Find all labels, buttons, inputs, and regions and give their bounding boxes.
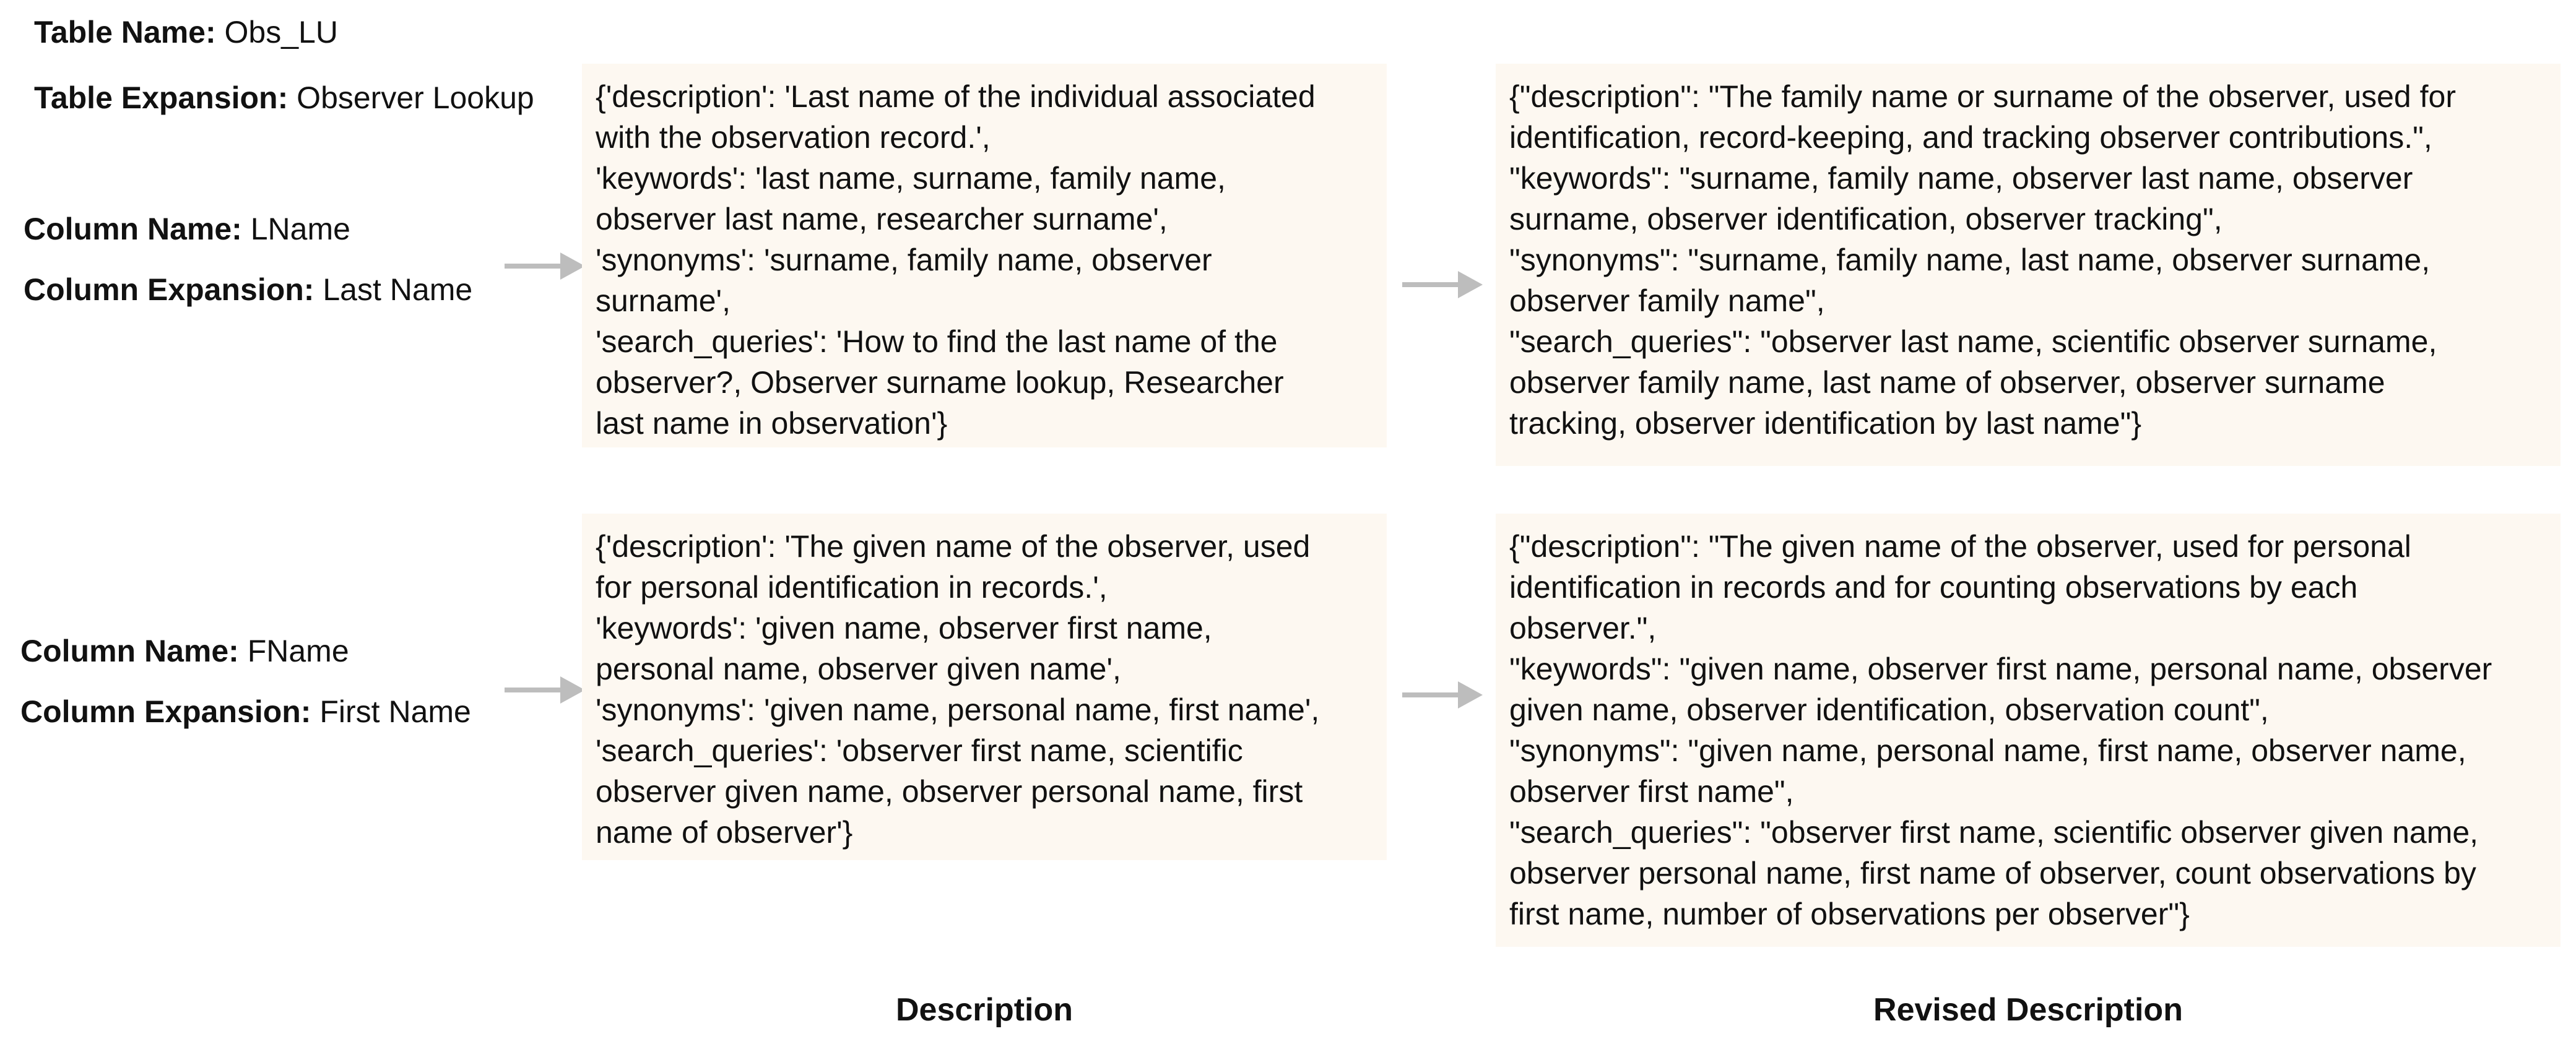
column-expansion-label: Column Expansion:	[24, 272, 314, 307]
text-line: {"description": "The given name of the observer, used for personal	[1509, 529, 2411, 564]
table-name-label: Table Name:	[34, 15, 216, 50]
text-line: 'search_queries': 'observer first name, scientific	[596, 733, 1243, 768]
column-name-lname	[24, 210, 350, 248]
text-line: 'keywords': 'last name, surname, family name,	[596, 161, 1226, 196]
text-line: observer given name, observer personal name, first	[596, 774, 1303, 809]
table-expansion	[34, 79, 534, 116]
text-line: observer last name, researcher surname',	[596, 202, 1168, 236]
column-expansion-value: First Name	[319, 694, 471, 729]
arrow-icon	[1402, 676, 1483, 714]
text-line: {"description": "The family name or surname of the observer, used for	[1509, 79, 2456, 114]
table-expansion-label: Table Expansion:	[34, 80, 288, 115]
arrow-icon	[505, 248, 585, 285]
text-line: observer.",	[1509, 611, 1657, 645]
revised-description-box-lname	[1496, 64, 2561, 466]
text-line: observer personal name, first name of observer, count observations by	[1509, 856, 2476, 890]
arrow-icon	[1402, 266, 1483, 303]
caption-description: Description	[895, 992, 1073, 1028]
text-line: tracking, observer identification by last name"}	[1509, 406, 2142, 441]
text-line: "keywords": "surname, family name, observer last name, observer	[1509, 161, 2413, 196]
text-line: 'keywords': 'given name, observer first name,	[596, 611, 1212, 645]
text-line: given name, observer identification, observation count",	[1509, 692, 2269, 727]
text-line: last name in observation'}	[596, 406, 948, 441]
table-name-value: Obs_LU	[224, 15, 338, 50]
column-expansion-lname	[24, 271, 472, 308]
text-line: with the observation record.',	[596, 120, 991, 155]
text-line: identification in records and for counting observations by each	[1509, 570, 2358, 605]
column-expansion-value: Last Name	[323, 272, 473, 307]
column-expansion-fname	[20, 693, 471, 730]
column-name-label: Column Name:	[20, 634, 239, 668]
column-name-value: LName	[250, 212, 350, 246]
caption-revised-description: Revised Description	[1873, 992, 2183, 1028]
text-line: name of observer'}	[596, 815, 853, 850]
table-name	[34, 14, 338, 51]
description-box-fname	[582, 514, 1387, 860]
text-line: identification, record-keeping, and tracking observer contributions.",	[1509, 120, 2432, 155]
text-line: 'synonyms': 'surname, family name, observer	[596, 243, 1212, 277]
table-expansion-value: Observer Lookup	[297, 80, 534, 115]
text-line: observer family name, last name of observer, observer surname	[1509, 365, 2385, 400]
text-line: observer family name",	[1509, 283, 1825, 318]
column-name-label: Column Name:	[24, 212, 242, 246]
text-line: observer?, Observer surname lookup, Researcher	[596, 365, 1284, 400]
text-line: surname',	[596, 283, 731, 318]
text-line: personal name, observer given name',	[596, 652, 1121, 686]
column-expansion-label: Column Expansion:	[20, 694, 311, 729]
text-line: {'description': 'The given name of the observer, used	[596, 529, 1311, 564]
column-name-value: FName	[247, 634, 349, 668]
text-line: "search_queries": "observer last name, scientific observer surname,	[1509, 324, 2437, 359]
revised-description-box-fname	[1496, 514, 2561, 947]
text-line: first name, number of observations per observer"}	[1509, 897, 2190, 931]
text-line: "synonyms": "given name, personal name, first name, observer name,	[1509, 733, 2466, 768]
text-line: "keywords": "given name, observer first name, personal name, observer	[1509, 652, 2492, 686]
text-line: observer first name",	[1509, 774, 1794, 809]
text-line: 'synonyms': 'given name, personal name, first name',	[596, 692, 1320, 727]
column-name-fname	[20, 632, 349, 670]
text-line: 'search_queries': 'How to find the last name of the	[596, 324, 1278, 359]
description-box-lname	[582, 64, 1387, 447]
text-line: surname, observer identification, observer tracking",	[1509, 202, 2223, 236]
text-line: "synonyms": "surname, family name, last name, observer surname,	[1509, 243, 2431, 277]
text-line: "search_queries": "observer first name, scientific observer given name,	[1509, 815, 2479, 850]
text-line: {'description': 'Last name of the individual associated	[596, 79, 1316, 114]
text-line: for personal identification in records.',	[596, 570, 1108, 605]
arrow-icon	[505, 671, 585, 709]
